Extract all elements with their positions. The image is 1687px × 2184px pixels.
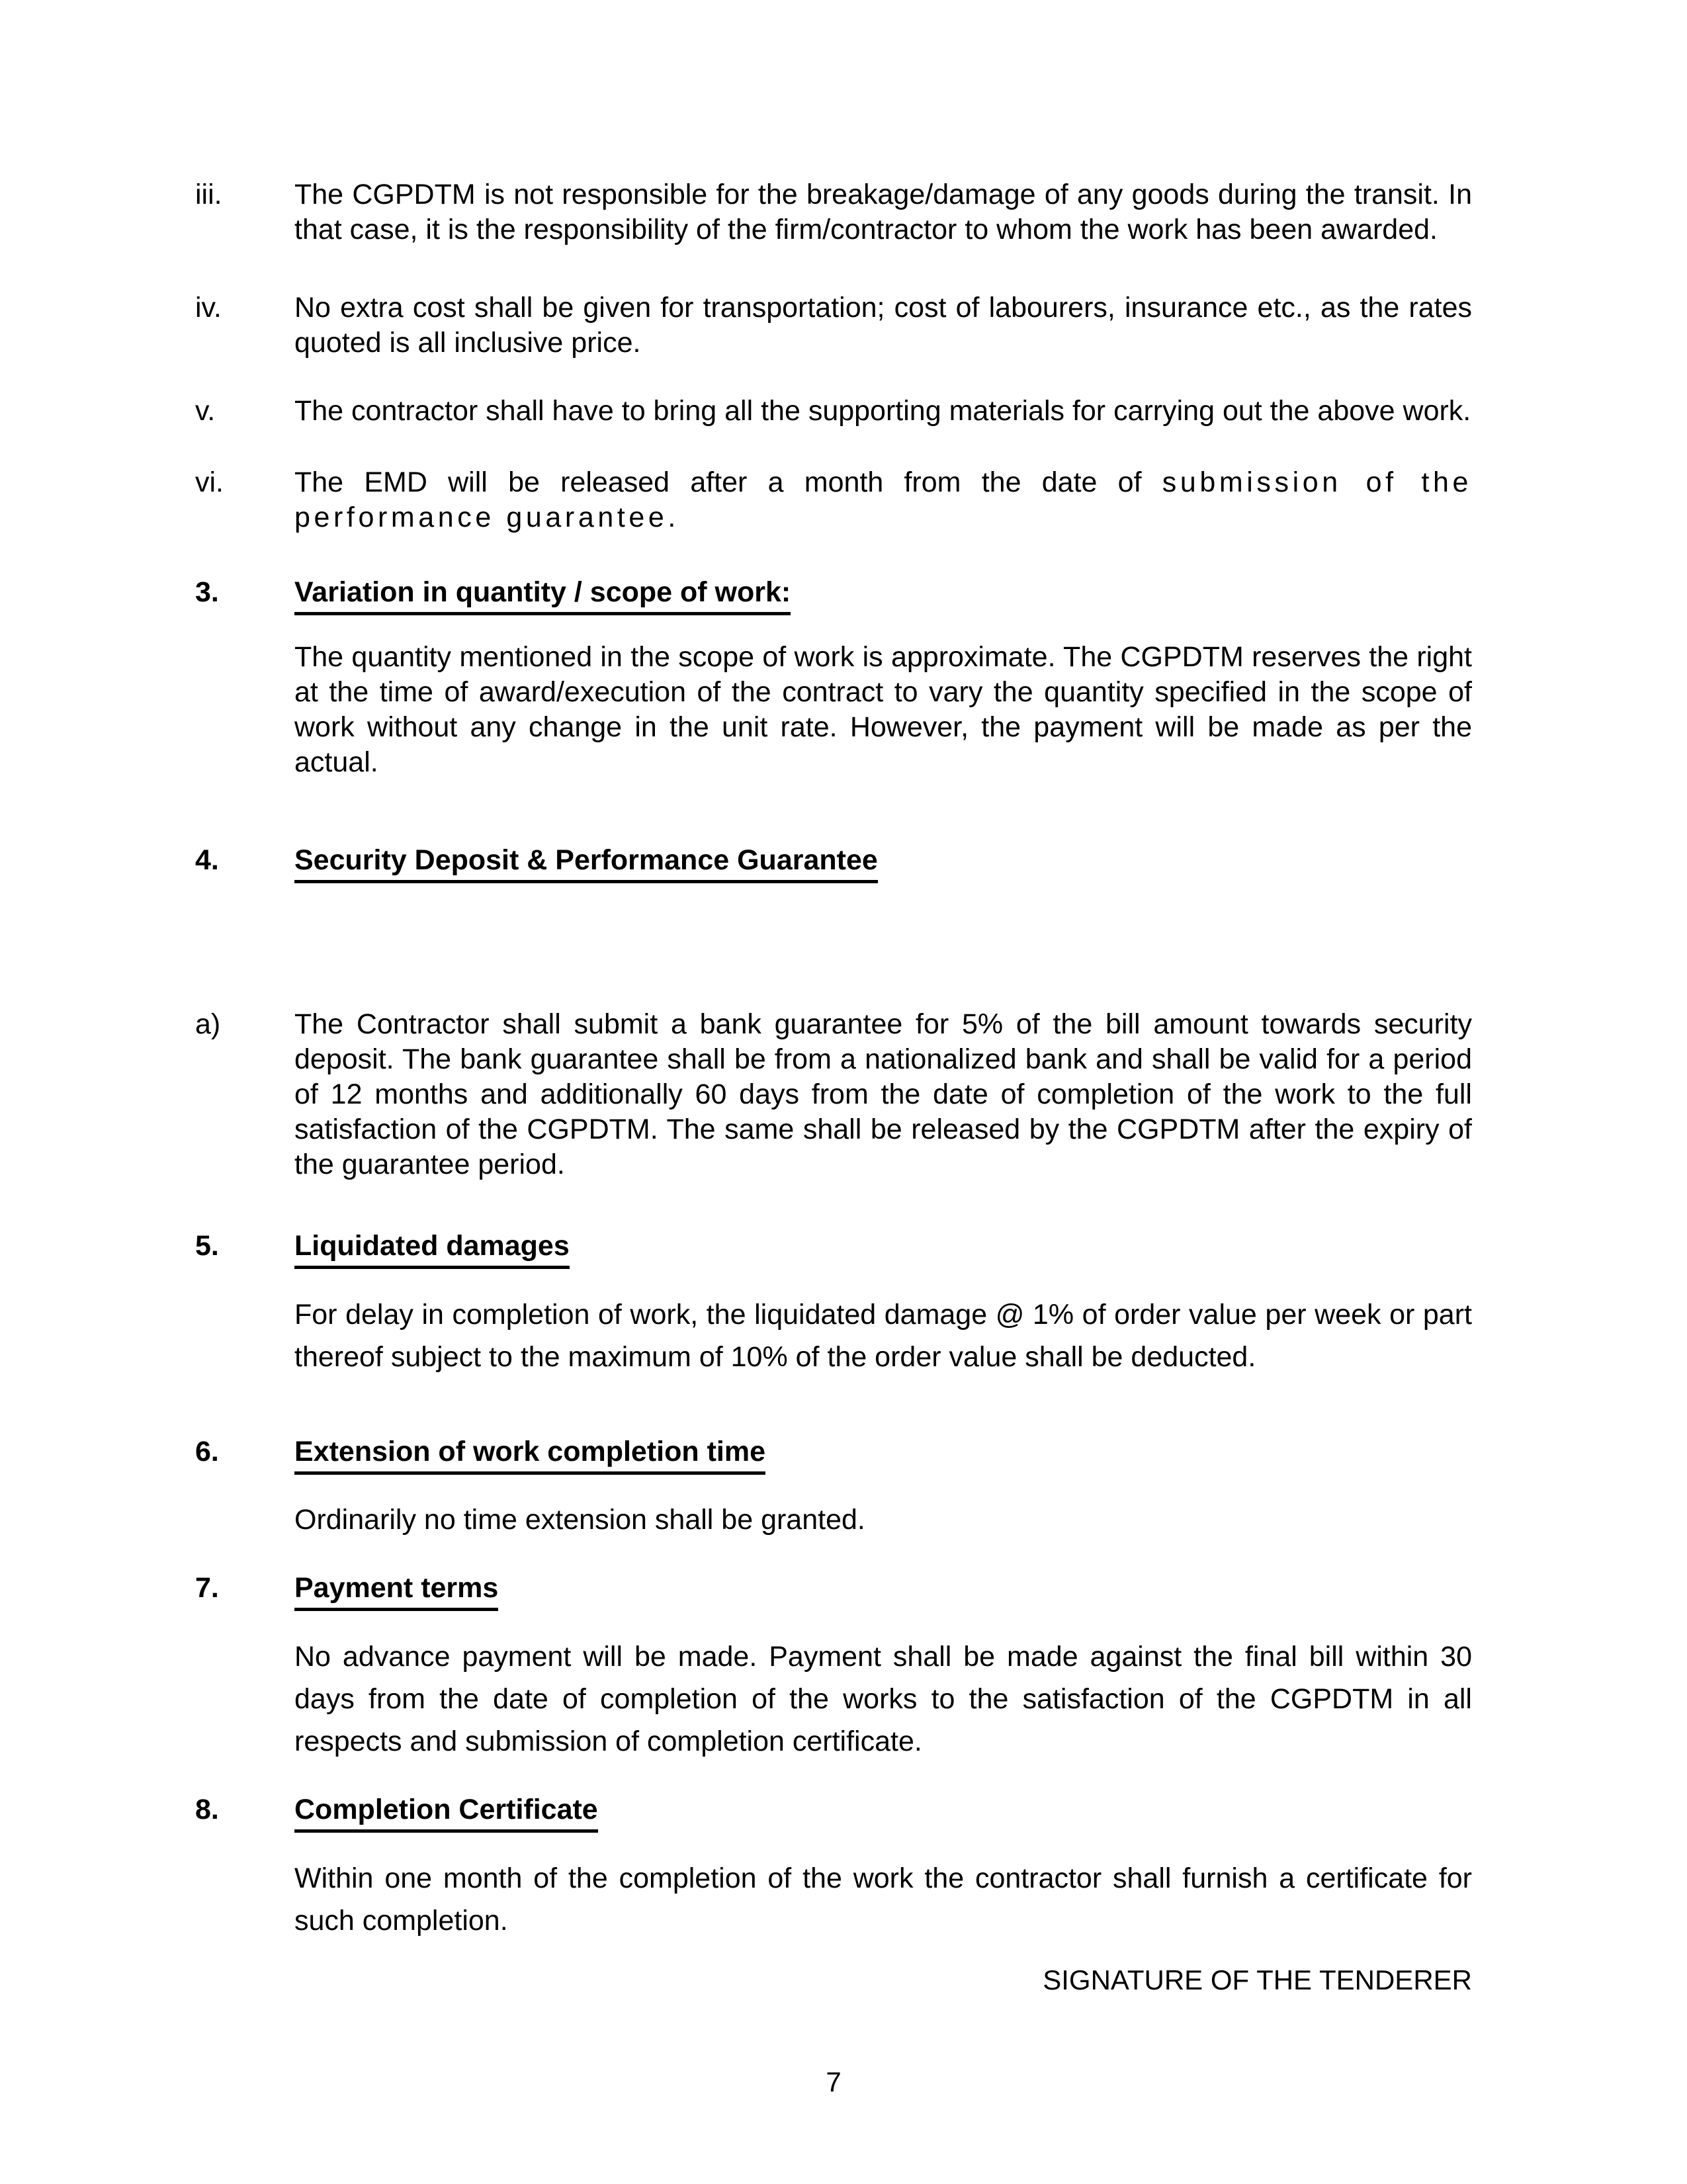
section-7-heading-text: Payment terms bbox=[294, 1572, 498, 1611]
clause-v-text: The contractor shall have to bring all the supporting materials for carrying out the above work. bbox=[294, 395, 1471, 427]
section-6-number: 6. bbox=[195, 1436, 219, 1467]
clause-iv-label: iv. bbox=[195, 292, 222, 324]
clause-v-label: v. bbox=[195, 395, 216, 427]
section-8-body: Within one month of the completion of the work the contractor shall furnish a certificate for such completion. bbox=[294, 1862, 1472, 1937]
clause-vi-text-start: The EMD will be released after a month from the date of bbox=[294, 466, 1162, 498]
section-6-body-row bbox=[195, 1503, 1472, 1538]
section-8-heading-row bbox=[195, 1792, 1472, 1827]
section-5-body: For delay in completion of work, the liquidated damage @ 1% of order value per week or part thereof subject to the maximum of 10% of the order value shall be deducted. bbox=[294, 1299, 1472, 1373]
page-number: 7 bbox=[826, 2066, 842, 2097]
section-4-number: 4. bbox=[195, 844, 219, 876]
section-5-heading bbox=[294, 1229, 1472, 1264]
clause-iv-text: No extra cost shall be given for transportation; cost of labourers, insurance etc., as the rates quoted is all inclusive price. bbox=[294, 292, 1472, 359]
clause-a bbox=[195, 1007, 1472, 1182]
clause-vi bbox=[195, 465, 1472, 535]
clause-iii-label: iii. bbox=[195, 179, 222, 210]
section-3-heading-text: Variation in quantity / scope of work: bbox=[294, 576, 791, 615]
clause-a-text: The Contractor shall submit a bank guarantee for 5% of the bill amount towards security deposit. The bank guarantee shall be from a nationalized bank and shall be valid for a period of 12 months and additionally 60 days from the date of completion of the work to the full satisfaction of the CGPDTM. The same shall be released by the CGPDTM after the expiry of the guarantee period. bbox=[294, 1008, 1472, 1180]
section-7-heading bbox=[294, 1571, 1472, 1606]
section-4-heading-row bbox=[195, 843, 1472, 878]
section-8-body-row bbox=[195, 1857, 1472, 1942]
section-5-number: 5. bbox=[195, 1230, 219, 1262]
clause-iii-text: The CGPDTM is not responsible for the breakage/damage of any goods during the transit. In that case, it is the responsibility of the firm/contractor to whom the work has been awarded. bbox=[294, 179, 1472, 245]
section-8-number: 8. bbox=[195, 1794, 219, 1825]
section-4-heading-text: Security Deposit & Performance Guarantee bbox=[294, 844, 878, 883]
clause-iii bbox=[195, 177, 1472, 247]
section-5-body-row bbox=[195, 1293, 1472, 1378]
section-7-number: 7. bbox=[195, 1572, 219, 1604]
section-6-heading bbox=[294, 1434, 1472, 1469]
section-6-heading-row bbox=[195, 1434, 1472, 1469]
section-6-heading-text: Extension of work completion time bbox=[294, 1436, 765, 1475]
section-3-body: The quantity mentioned in the scope of work is approximate. The CGPDTM reserves the right at the time of award/execution of the contract to vary the quantity specified in the scope of work without any change in the unit rate. However, the payment will be made as per the actual. bbox=[294, 641, 1472, 778]
section-3-body-row bbox=[195, 640, 1472, 780]
section-8-heading-text: Completion Certificate bbox=[294, 1794, 598, 1833]
section-4-heading bbox=[294, 843, 1472, 878]
clause-vi-label: vi. bbox=[195, 466, 224, 498]
section-7-body: No advance payment will be made. Payment shall be made against the final bill within 30 days from the date of completion of the works to the satisfaction of the CGPDTM in all respects and submission of completion certificate. bbox=[294, 1641, 1472, 1757]
section-8-heading bbox=[294, 1792, 1472, 1827]
section-3-heading bbox=[294, 575, 1472, 610]
signature-of-tenderer: SIGNATURE OF THE TENDERER bbox=[1043, 1964, 1472, 1995]
clause-vi-text-spaced: submission of the performance guarantee. bbox=[294, 466, 1472, 533]
section-5-heading-row bbox=[195, 1229, 1472, 1264]
section-7-body-row bbox=[195, 1636, 1472, 1763]
section-5-heading-text: Liquidated damages bbox=[294, 1230, 570, 1269]
clause-vi-text bbox=[294, 465, 1472, 535]
section-3-heading-row bbox=[195, 575, 1472, 610]
section-6-body: Ordinarily no time extension shall be granted. bbox=[294, 1504, 865, 1536]
clause-a-label: a) bbox=[195, 1008, 221, 1040]
section-7-heading-row bbox=[195, 1571, 1472, 1606]
clause-v bbox=[195, 394, 1472, 429]
clause-iv bbox=[195, 290, 1472, 361]
section-3-number: 3. bbox=[195, 576, 219, 608]
